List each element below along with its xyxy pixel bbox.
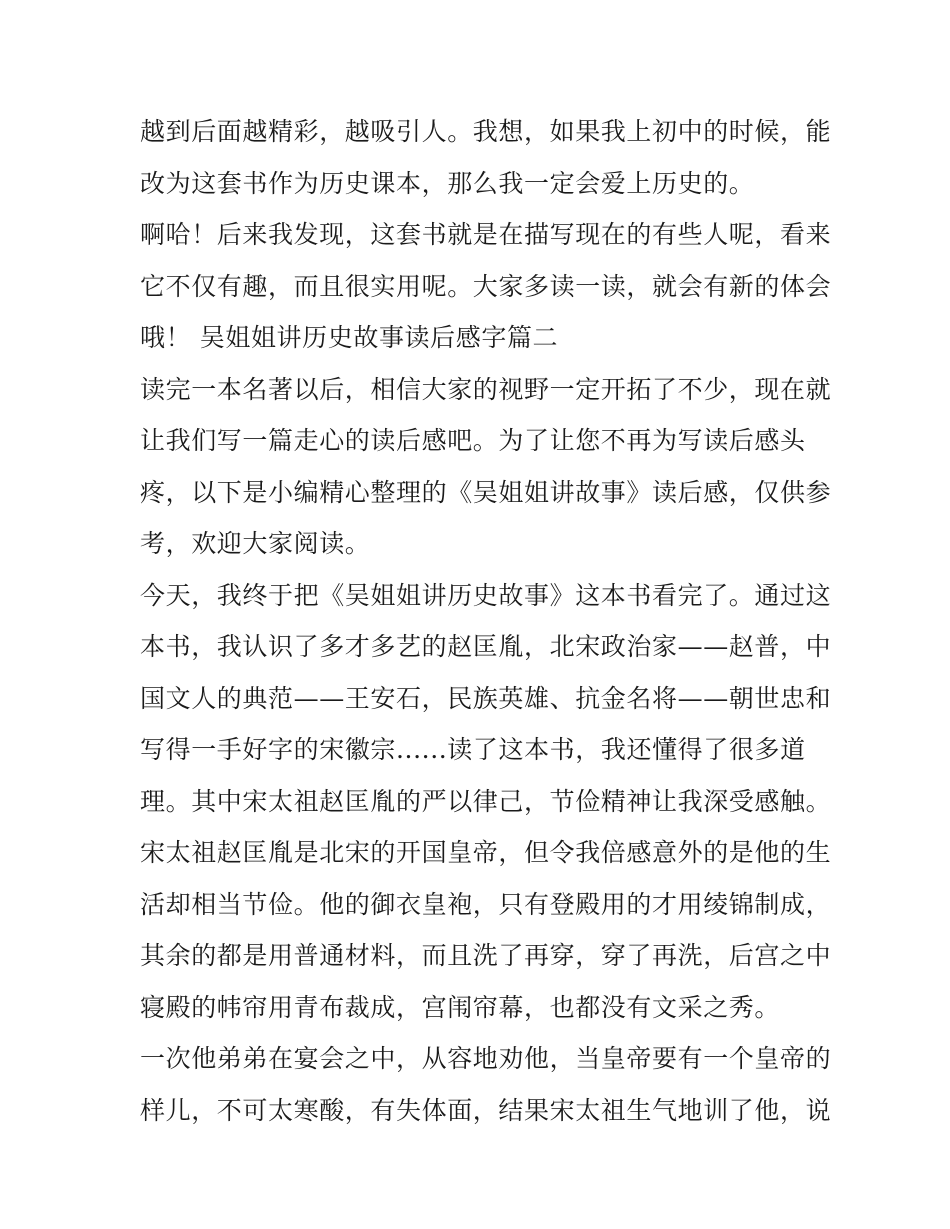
document-body: [140, 106, 832, 1136]
text-line: 啊哈！后来我发现，这套书就是在描写现在的有些人呢，看来: [140, 220, 832, 249]
text-line: 疼，以下是小编精心整理的《吴姐姐讲故事》读后感，仅供参: [140, 477, 832, 507]
text-line: 越到后面越精彩，越吸引人。我想，如果我上初中的时候，能: [140, 117, 832, 146]
text-line: 哦！ 吴姐姐讲历史故事读后感字篇二: [140, 323, 559, 352]
text-line: 活却相当节俭。他的御衣皇袍，只有登殿用的才用绫锦制成，: [140, 889, 832, 919]
text-line: 今天，我终于把《吴姐姐讲历史故事》这本书看完了。通过这: [140, 580, 832, 610]
text-line: 理。其中宋太祖赵匡胤的严以律己，节俭精神让我深受感触。: [140, 786, 832, 816]
text-line: 读完一本名著以后，相信大家的视野一定开拓了不少，现在就: [140, 374, 832, 404]
text-line: 国文人的典范——王安石，民族英雄、抗金名将——朝世忠和: [140, 683, 832, 713]
text-line: 本书，我认识了多才多艺的赵匡胤，北宋政治家——赵普，中: [140, 632, 832, 661]
text-line: 其余的都是用普通材料，而且洗了再穿，穿了再洗，后宫之中: [140, 941, 832, 970]
text-line: 寝殿的帏帘用青布裁成，宫闱帘幕，也都没有文采之秀。: [140, 992, 781, 1022]
text-line: 让我们写一篇走心的读后感吧。为了让您不再为写读后感头: [140, 426, 806, 455]
text-line: 改为这套书作为历史课本，那么我一定会爱上历史的。: [140, 168, 755, 198]
text-line: 考，欢迎大家阅读。: [140, 529, 371, 558]
text-line: 写得一手好字的宋徽宗......读了这本书，我还懂得了很多道: [140, 735, 806, 764]
text-line: 它不仅有趣，而且很实用呢。大家多读一读，就会有新的体会: [140, 271, 832, 301]
text-line: 样儿，不可太寒酸，有失体面，结果宋太祖生气地训了他，说: [140, 1095, 832, 1125]
text-line: 一次他弟弟在宴会之中，从容地劝他，当皇帝要有一个皇帝的: [140, 1044, 832, 1073]
text-line: 宋太祖赵匡胤是北宋的开国皇帝，但令我倍感意外的是他的生: [140, 838, 832, 867]
